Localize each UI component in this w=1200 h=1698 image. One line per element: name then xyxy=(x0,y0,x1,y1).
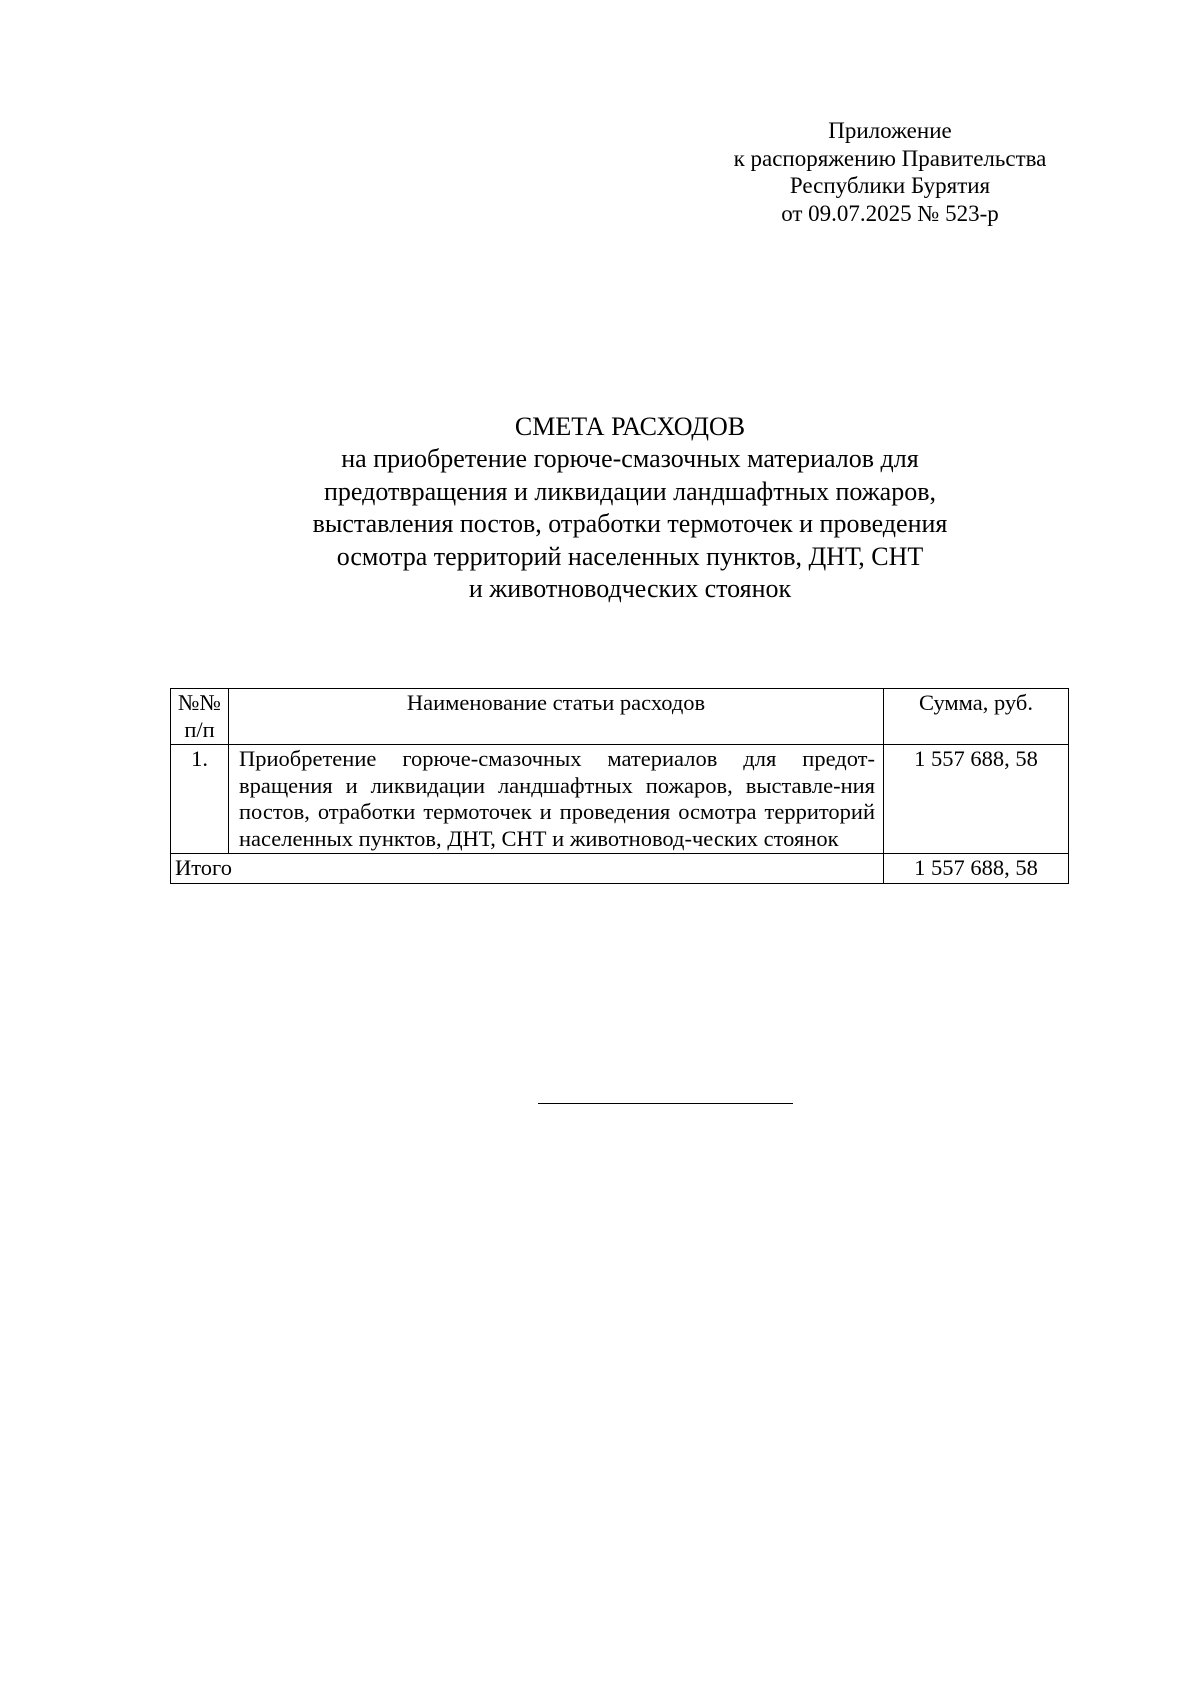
title-line-1: на приобретение горюче-смазочных материалов для xyxy=(341,444,919,474)
title-line-3: выставления постов, отработки термоточек и проведения xyxy=(312,509,948,539)
appendix-header xyxy=(690,117,1090,227)
header-number-line1: №№ xyxy=(178,690,221,715)
title-line-5: и животноводческих стоянок xyxy=(468,574,792,604)
appendix-republic: Республики Бурятия xyxy=(789,173,991,198)
total-label: Итого xyxy=(171,854,884,884)
header-name: Наименование статьи расходов xyxy=(229,689,884,745)
appendix-label: Приложение xyxy=(828,118,952,143)
total-row xyxy=(171,854,1069,884)
appendix-order-ref: к распоряжению Правительства xyxy=(733,145,1047,171)
total-sum: 1 557 688, 58 xyxy=(884,854,1069,884)
estimate-table xyxy=(170,688,1069,884)
header-number xyxy=(171,689,229,745)
header-number-line2: п/п xyxy=(184,716,215,742)
title-heading: СМЕТА РАСХОДОВ xyxy=(514,412,746,441)
closing-divider xyxy=(538,1103,793,1104)
row-sum: 1 557 688, 58 xyxy=(884,745,1069,854)
row-number: 1. xyxy=(171,745,229,854)
document-title xyxy=(170,411,1090,605)
title-line-2: предотвращения и ликвидации ландшафтных пожаров, xyxy=(323,476,936,506)
title-line-4: осмотра территорий населенных пунктов, ДНТ, СНТ xyxy=(336,541,924,571)
table-row xyxy=(171,745,1069,854)
header-sum: Сумма, руб. xyxy=(884,689,1069,745)
appendix-date-number: от 09.07.2025 № 523-р xyxy=(781,200,999,226)
row-name: Приобретение горюче-смазочных материалов для предот-вращения и ликвидации ландшафтных пожаров, выставле-ния постов, отработки термоточек и проведения осмотра территорий населенных пунктов, ДНТ, СНТ и животновод-ческих стоянок xyxy=(229,745,884,854)
table-header-row xyxy=(171,689,1069,745)
